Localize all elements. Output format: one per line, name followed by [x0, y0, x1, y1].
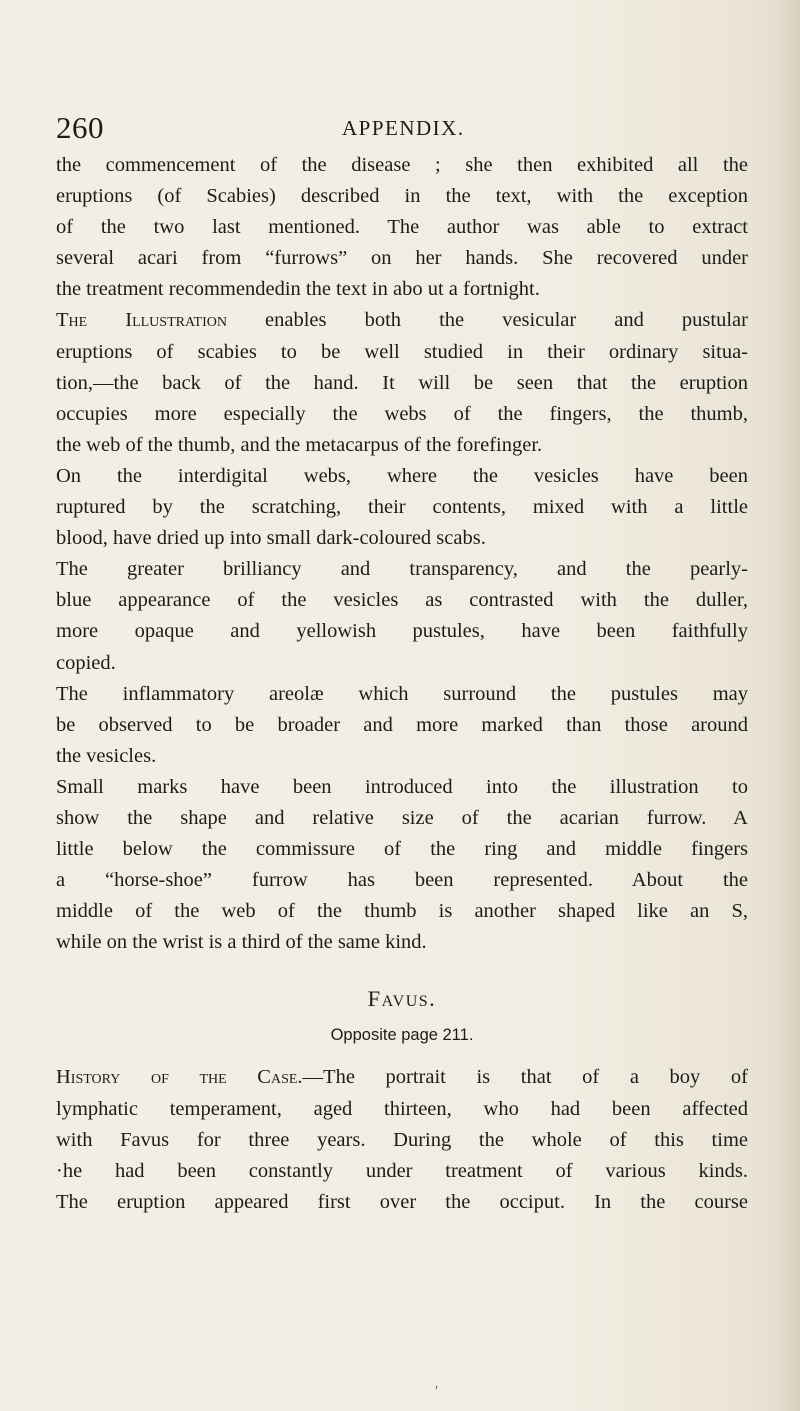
- text-line: [56, 1062, 748, 1093]
- text-line: middle of the web of the thumb is another shaped like an S,: [56, 900, 748, 923]
- text-line: eruptions (of Scabies) described in the text, with the exception: [56, 185, 748, 208]
- text-line: eruptions of scabies to be well studied in their ordinary situa-: [56, 340, 748, 363]
- text-line: be observed to be broader and more marked than those around: [56, 713, 748, 736]
- text-line: The greater brilliancy and transparency, and the pearly-: [56, 558, 748, 581]
- text-line: ruptured by the scratching, their contents, mixed with a little: [56, 496, 748, 519]
- text-line: the web of the thumb, and the metacarpus of the forefinger.: [56, 433, 543, 456]
- text-line: with Favus for three years. During the whole of this time: [56, 1128, 748, 1151]
- body-text: [56, 150, 748, 1218]
- text-run: —The portrait is that of a boy of: [302, 1066, 748, 1089]
- footer-mark: ′: [435, 1384, 439, 1399]
- text-line: of the two last mentioned. The author was able to extract: [56, 216, 748, 239]
- small-caps-lead: History of the Case.: [56, 1066, 303, 1089]
- text-line: while on the wrist is a third of the same kind.: [56, 931, 427, 954]
- text-line: blue appearance of the vesicles as contrasted with the duller,: [56, 589, 748, 612]
- paragraph: [56, 772, 748, 959]
- section-heading: Favus.: [367, 986, 437, 1012]
- paragraph: [56, 150, 748, 305]
- running-title: APPENDIX.: [342, 116, 465, 140]
- text-line: [56, 305, 748, 336]
- text-line: the commencement of the disease ; she then exhibited all the: [56, 154, 748, 176]
- text-line: The eruption appeared first over the occiput. In the course: [56, 1190, 748, 1213]
- text-line: blood, have dried up into small dark-coloured scabs.: [56, 527, 486, 550]
- section-subheading: Opposite page 211.: [330, 1026, 474, 1045]
- paragraph: [56, 1062, 748, 1217]
- page-edge-shadow: [778, 0, 800, 1411]
- running-head: [0, 110, 800, 150]
- text-line: On the interdigital webs, where the vesicles have been: [56, 464, 748, 487]
- page-number: 260: [56, 110, 104, 145]
- text-line: tion,—the back of the hand. It will be seen that the eruption: [56, 371, 748, 394]
- text-line: lymphatic temperament, aged thirteen, who had been affected: [56, 1097, 748, 1120]
- text-line: a “horse-shoe” furrow has been represented. About the: [56, 869, 748, 892]
- paragraph: [56, 554, 748, 678]
- text-line: occupies more especially the webs of the fingers, the thumb,: [56, 402, 748, 425]
- text-line: the vesicles.: [56, 744, 157, 767]
- text-line: more opaque and yellowish pustules, have been faithfully: [56, 620, 748, 643]
- small-caps-lead: The Illustration: [56, 309, 227, 332]
- text-line: Small marks have been introduced into the illustration to: [56, 775, 748, 798]
- text-line: several acari from “furrows” on her hands. She recovered under: [56, 247, 748, 270]
- text-line: little below the commissure of the ring and middle fingers: [56, 838, 748, 861]
- text-run: enables both the vesicular and pustular: [226, 309, 748, 332]
- section-heading-block: [56, 984, 748, 1048]
- text-line: the treatment recommendedin the text in abo ut a fortnight.: [56, 278, 540, 301]
- paragraph: [56, 305, 748, 460]
- paragraph: [56, 461, 748, 554]
- text-line: copied.: [56, 651, 116, 674]
- text-line: ·he had been constantly under treatment of various kinds.: [56, 1159, 748, 1182]
- text-line: show the shape and relative size of the acarian furrow. A: [56, 806, 748, 829]
- paragraph: [56, 679, 748, 772]
- text-line: The inflammatory areolæ which surround the pustules may: [56, 682, 748, 705]
